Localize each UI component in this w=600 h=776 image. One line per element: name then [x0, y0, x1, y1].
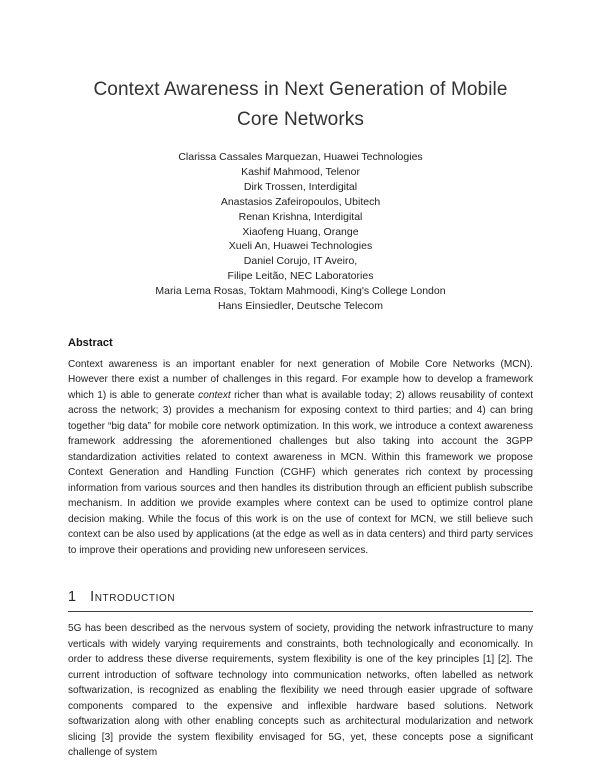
section-1-heading [68, 588, 533, 612]
author-line: Xueli An, Huawei Technologies [228, 240, 373, 253]
author-line: Maria Lema Rosas, Toktam Mahmoodi, King's College London [155, 285, 446, 298]
author-line: Xiaofeng Huang, Orange [242, 225, 359, 238]
introduction-paragraph: 5G has been described as the nervous system of society, providing the network infrastructure to many verticals with widely varying requirements and constraints, both technologically and economically. In order to address these diverse requirements, system flexibility is one of the key principles [1] [2]. The current introduction of software technology into communication networks, often labelled as network softwarization, is recognized as enabling the flexibility we need through easier upgrade of software components compared to the expensive and inflexible hardware based solutions. Network softwarization along with other enabling concepts such as architectural modularization and network slicing [3] provide the system flexibility envisaged for 5G, yet, these concepts pose a significant challenge of system [68, 623, 533, 759]
section-1-title: Introduction [90, 589, 176, 606]
author-line: Dirk Trossen, Interdigital [243, 180, 358, 193]
abstract-text-post: richer than what is available today; 2) allows reusability of context across the network; 3) provides a mechanism for exposing context to third parties; and 4) can bring together “big data” for mobile core network optimization. In this work, we introduce a context awareness framework addressing the aforementioned challenges but also taking into account the 3GPP standardization activities related to context awareness in MCN. Within this framework we propose Context Generation and Handling Function (CGHF) which generates rich context by processing information from various sources and then handles its distribution through an efficient publish subscribe mechanism. In addition we provide examples where context can be used to optimize control plane decision making. While the focus of this work is on the use of context for MCN, we still believe such context can be also used by applications (at the edge as well as in data centers) and third party services to improve their operations and providing new unforeseen services. [68, 389, 534, 556]
author-line: Renan Krishna, Interdigital [238, 210, 363, 223]
author-line: Kashif Mahmood, Telenor [241, 165, 360, 178]
abstract-paragraph [68, 357, 533, 559]
paper-title [68, 75, 533, 135]
author-line: Filipe Leitão, NEC Laboratories [227, 270, 374, 283]
author-line: Clarissa Cassales Marquezan, Huawei Technologies [178, 151, 423, 163]
paper-title-line-1: Context Awareness in Next Generation of Mobile [93, 79, 508, 100]
author-line: Hans Einsiedler, Deutsche Telecom [218, 300, 383, 313]
authors-list [68, 150, 533, 314]
author-line: Anastasios Zafeiropoulos, Ubitech [220, 195, 381, 208]
abstract-heading: Abstract [68, 336, 113, 349]
author-line: Daniel Corujo, IT Aveiro, [243, 255, 358, 268]
paper-title-line-2: Core Networks [237, 109, 364, 130]
abstract-text-pre: Context awareness is an important enabler for next generation of Mobile Core Networks (MCN). However there exist a number of challenges in this regard. For example how to develop a framework which 1) is able to generate [68, 358, 533, 401]
abstract-text-italic: context [198, 389, 231, 401]
section-1-number: 1 [68, 589, 77, 606]
